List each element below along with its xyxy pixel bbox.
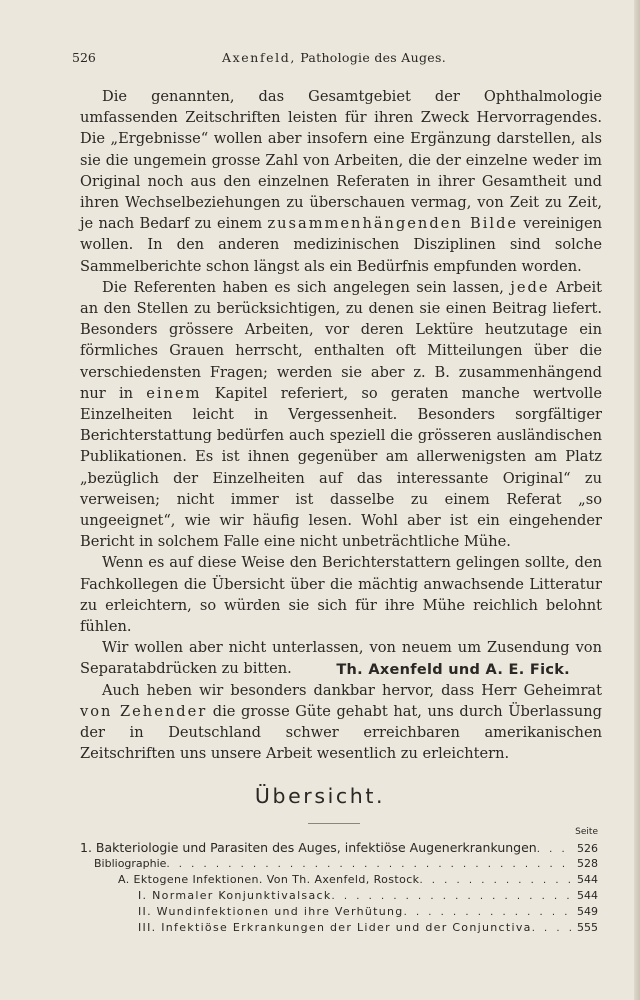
text-run: vereinigen wollen. In den anderen medizinischen Disziplinen sind solche Sammelberichte schon längst als ein Bedürfnis empfunden worden.: [80, 215, 603, 275]
toc-leader-dots: [166, 857, 572, 872]
page-edge-shadow: [634, 0, 640, 1000]
toc-entry: [80, 904, 598, 920]
running-head: [72, 50, 596, 65]
spaced-emphasis: jede: [510, 278, 550, 296]
toc-entry-page: 549: [577, 905, 598, 918]
toc-entry-label: II. Wundinfektionen und ihre Verhütung: [138, 905, 404, 918]
page-number: 526: [72, 50, 96, 65]
spaced-emphasis: einem: [146, 384, 202, 402]
text-run: die grosse Güte gehabt hat, uns durch Überlassung der in Deutschland schwer erreichbaren amerikanischen Zeitschriften uns unsere Arbeit wesentlich zu erleichtern.: [80, 702, 602, 763]
overview-title: Übersicht.: [254, 784, 386, 808]
toc-entry-label: 1. Bakteriologie und Parasiten des Auges, infektiöse Augenerkrankungen: [80, 840, 537, 855]
toc-leader-dots: [404, 905, 572, 920]
toc-entry: [80, 888, 598, 904]
toc-entry-page: 555: [577, 921, 598, 934]
toc-entry-label: Bibliographie: [94, 857, 167, 870]
text-run: Die genannten, das Gesamtgebiet der Ophthalmologie umfassenden Zeitschriften leisten für ihren Zweck Hervorragendes. Die „Ergebnisse“ wollen aber insofern eine Ergänzung darstellen, als sie die ungemein grosse Zahl von Arbeiten, die der einzelne weder im Original noch aus den einzelnen Referaten in ihrer Gesamtheit und ihren Wechselbeziehungen zu überschauen vermag, von Zeit zu Zeit, je nach Bedarf zu einem: [80, 88, 602, 233]
text-run: Arbeit an den Stellen zu berücksichtigen, zu denen sie einen Beitrag liefert. Besonders grössere Arbeiten, vor deren Lektüre heutzutage ein förmliches Grauen herrscht, enthalten oft Mitteilungen über die verschiedensten Fragen; werden sie aber z. B. zusammenhängend nur in: [80, 278, 602, 402]
toc-entry-page: 544: [577, 889, 598, 902]
running-head-title: Pathologie des Auges.: [300, 50, 446, 65]
spaced-emphasis: zusammenhängenden Bilde: [267, 215, 519, 233]
toc-entry: [80, 856, 598, 872]
toc-entry: [80, 920, 598, 936]
toc-leader-dots: [532, 921, 572, 936]
text-run: Auch heben wir besonders dankbar hervor, dass Herr Geheimrat: [102, 681, 602, 699]
toc-leader-dots: [332, 889, 572, 904]
toc-leader-dots: [537, 841, 572, 856]
toc-page-column-label: Seite: [575, 827, 598, 837]
page-header: [72, 50, 596, 70]
paragraph: [80, 277, 602, 553]
text-run: Wenn es auf diese Weise den Berichterstattern gelingen sollte, den Fachkollegen die Übersicht über die mächtig anwachsende Litteratur zu erleichtern, so würden sie sich für ihre Mühe reichlich belohnt fühlen.: [80, 554, 602, 636]
toc-entry-page: 526: [577, 842, 598, 855]
signature: [80, 662, 600, 678]
toc-entry-page: 528: [577, 857, 598, 870]
running-head-author: Axenfeld,: [222, 50, 296, 65]
paragraph: [80, 552, 602, 637]
paragraph: [80, 86, 602, 277]
toc-entry: [80, 839, 598, 856]
text-run: Wir wollen aber nicht unterlassen, von neuem um Zusendung von Separatabdrücken zu bitten.: [80, 639, 602, 678]
toc-entry-label: III. Infektiöse Erkrankungen der Lider und der Conjunctiva: [138, 921, 532, 934]
text-run: Kapitel referiert, so geraten manche wertvolle Einzelheiten leicht in Vergessenheit. Besonders sorgfältiger Berichterstattung bedürfen auch speziell die grösseren ausländischen Publikationen. Es ist ihnen gegenüber am allerwenigsten am Platz „bezüglich der Einzelheiten auf das interessante Original“ zu verweisen; nicht immer ist dasselbe zu einem Referat „so ungeeignet“, wie wir häufig lesen. Wohl aber ist ein eingehender Bericht in solchem Falle eine nicht unbeträchtliche Mühe.: [80, 384, 602, 551]
text-run: Die Referenten haben es sich angelegen sein lassen,: [102, 278, 511, 296]
toc-entry: [80, 872, 598, 888]
toc-entry-label: A. Ektogene Infektionen. Von Th. Axenfeld, Rostock: [118, 873, 420, 886]
paragraph: [80, 680, 602, 765]
title-rule: [308, 823, 360, 824]
toc-entry-page: 544: [577, 873, 598, 886]
toc-entry-label: I. Normaler Konjunktivalsack: [138, 889, 332, 902]
toc-leader-dots: [419, 873, 572, 888]
signature-text: Th. Axenfeld und A. E. Fick.: [336, 662, 570, 678]
spaced-emphasis: von Zehender: [80, 702, 208, 720]
table-of-contents: [80, 826, 598, 936]
